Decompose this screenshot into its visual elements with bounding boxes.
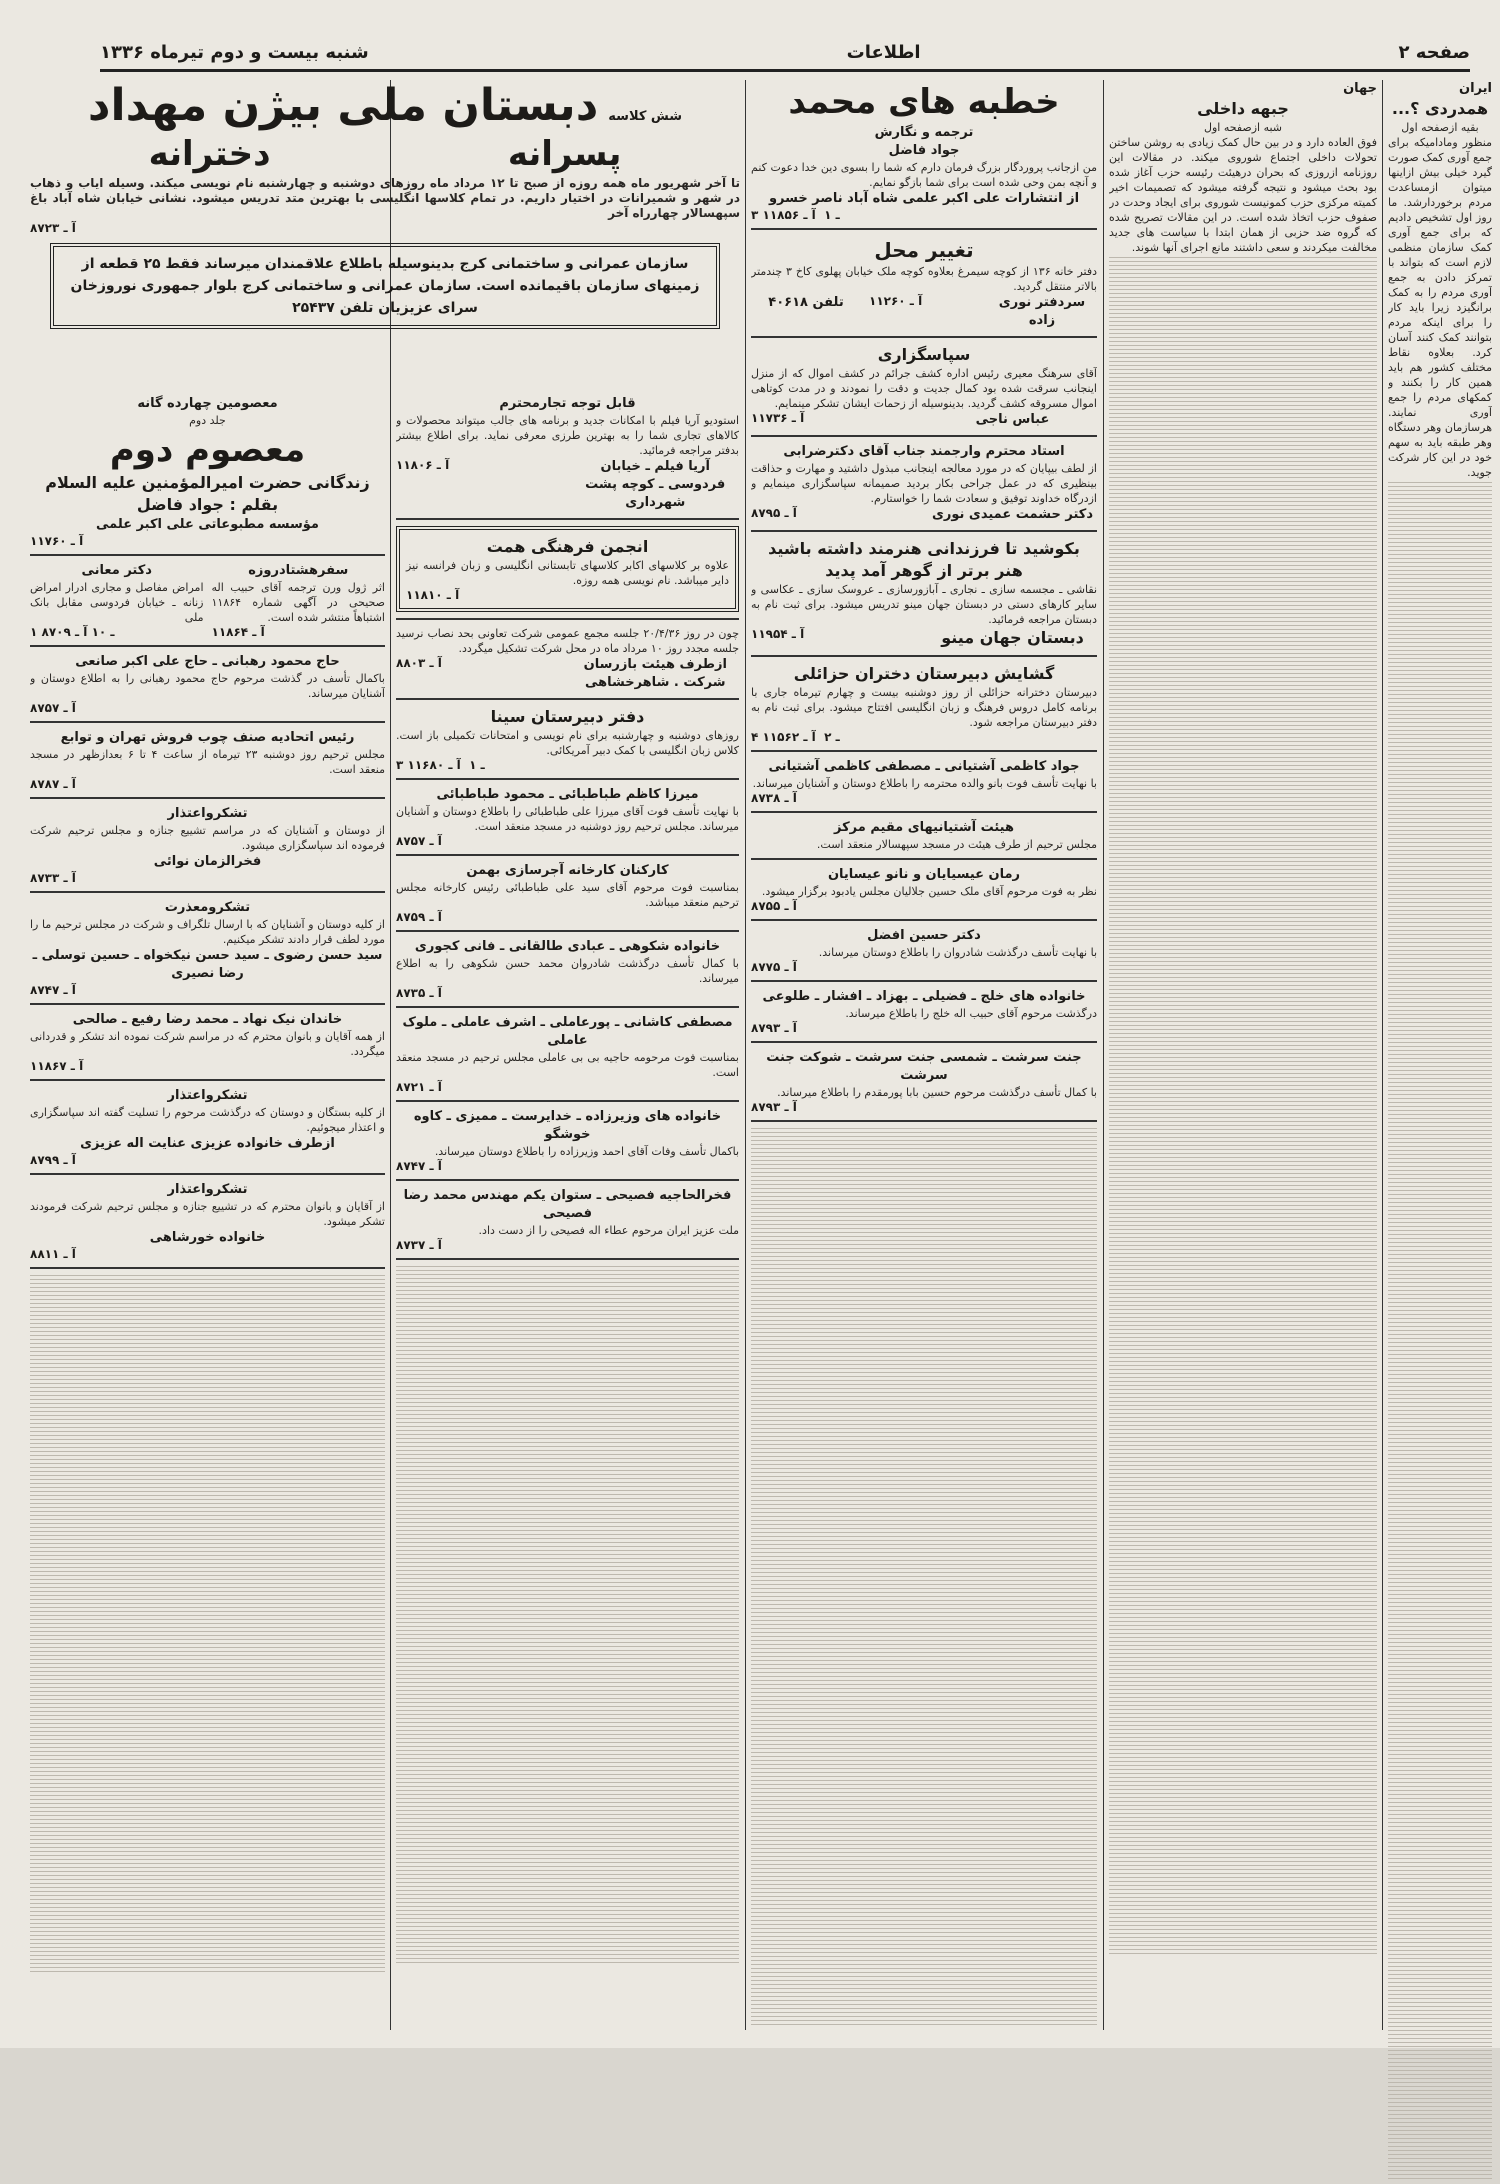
notice-code: آ ـ ۸۷۴۷ xyxy=(396,1159,442,1173)
notice-code: آ ـ ۸۷۵۷ xyxy=(30,701,76,715)
notice-body: با کمال تأسف درگذشت شادروان محمد حسن شکوهی را به اطلاع میرساند. xyxy=(396,957,739,985)
notice xyxy=(30,899,385,997)
ad-volume: جلد دوم xyxy=(189,414,226,427)
hazali-ad xyxy=(751,663,1097,744)
notice-code: آ ـ ۸۷۵۹ xyxy=(396,910,442,924)
ad-title: خطبه های محمد xyxy=(788,82,1060,122)
ad-subtitle: هنر برتر از گوهر آمد پدید xyxy=(825,561,1023,580)
notice xyxy=(396,1108,739,1173)
notice xyxy=(396,938,739,1000)
ad-code: ۴ ـ ۲ آ ـ ۱۱۵۶۲ xyxy=(751,730,840,744)
ad-body: از لطف بیپایان که در مورد معالجه اینجانب مبذول داشتید و مهارت و حذاقت بینظیری که در عمل جراحی بکار بردید صمیمانه سپاسگزاری مینمایم و ازدرگاه خداوند توفیق و سعادت شما را خواستارم. xyxy=(751,462,1097,505)
ad-code: آ ـ ۱۱۸۱۰ xyxy=(406,588,460,602)
small-print xyxy=(396,1266,739,1966)
notice-body: از کلیه بستگان و دوستان که درگذشت مرحوم را تسلیت گفته اند سپاسگزاری و اعتذار میجوئیم. xyxy=(30,1106,385,1134)
notice xyxy=(751,1049,1097,1114)
column-5 xyxy=(30,395,385,1977)
section-label: ایران xyxy=(1459,81,1492,96)
taghir-ad xyxy=(751,236,1097,330)
article-title: جبهه داخلی xyxy=(1197,99,1289,118)
notice-body: از دوستان و آشنایان که در مراسم تشییع جنازه و مجلس ترحیم شرکت فرموده اند سپاسگزاری میشود. xyxy=(30,824,385,852)
ad-title: سپاسگزاری xyxy=(877,345,971,364)
notice-signer: سید حسن رضوی ـ سید حسن نیکخواه ـ حسین توسلی ـ رضا نصیری xyxy=(32,948,383,981)
notice xyxy=(751,988,1097,1035)
notice xyxy=(751,819,1097,852)
ad-phone: تلفن ۴۰۶۱۸ xyxy=(768,295,844,310)
notice xyxy=(751,927,1097,974)
ad-code: آ ـ ۸۷۲۳ xyxy=(30,221,76,235)
notice-code: آ ـ ۸۷۹۳ xyxy=(751,1021,797,1035)
ad-code: ۳ ـ ۱ آ ـ ۱۱۶۸۰ xyxy=(396,758,485,772)
notice-title: کارکنان کارخانه آجرسازی بهمن xyxy=(466,863,669,878)
notice-code: آ ـ ۸۷۸۷ xyxy=(30,777,76,791)
notice xyxy=(396,862,739,924)
notice-signer: فخرالزمان نوائی xyxy=(153,854,262,869)
masthead xyxy=(100,36,1470,72)
ad-code: آ ـ ۱۱۲۶۰ xyxy=(869,294,923,308)
article-body: منظور ومادامیکه برای جمع آوری کمک صورت گیرد خیلی بیش ازاینها میتوان ازمساعدت مردم برخوردارشد. ما روز اول تشخیص دادیم که برای جمع آوری کمک سازمان منظمی لازم است که بتواند با تمرکز دادن به جمع آوری مردم را به کمک برانگیزد زیرا باید کار را برای اینکه مردم بتوانند کمک کنند آسان کرد. بعلاوه نقاط مختلف کشور هم باید همین کار را بکنند و کمکهای مردم را جمع آوری نمایند. هرسازمان وهر دستگاه وهر طبقه باید به سهم خود در این کار شرکت جوید. xyxy=(1388,136,1492,479)
ad-sub-girls: دخترانه xyxy=(148,134,271,174)
notice-body: با نهایت تأسف فوت بانو والده محترمه را باطلاع دوستان و آشنایان میرساند. xyxy=(752,777,1097,790)
ad-body: دبیرستان دخترانه حزائلی از روز دوشنبه بیست و چهارم تیرماه جاری با برنامه کامل دروس فرهنگ و زبان انگلیسی افتتاح میشود. برای ثبت نام به دفتر دبیرستان مراجعه شود. xyxy=(751,686,1097,729)
ad-publisher: مؤسسه مطبوعاتی علی اکبر علمی xyxy=(96,517,319,532)
notice-title: خانواده های خلج ـ فضیلی ـ بهزاد ـ افشار ـ طلوعی xyxy=(762,989,1086,1004)
notice-signer: ازطرف خانواده عزیزی عنایت اله عزیزی xyxy=(80,1136,335,1151)
notice-title: جواد کاظمی آشتیانی ـ مصطفی کاظمی آشتیانی xyxy=(768,759,1080,774)
notice xyxy=(396,786,739,848)
notice xyxy=(30,805,385,885)
notice-code: آ ـ ۱۱۸۶۷ xyxy=(30,1059,84,1073)
ad-tag: شش کلاسه xyxy=(608,109,683,124)
notice xyxy=(30,1087,385,1167)
ad-top: معصومین چهارده گانه xyxy=(137,396,278,411)
beyzhan-ad xyxy=(30,80,740,235)
column-world xyxy=(1109,80,1377,1959)
ad-code: آ ـ ۱۱۷۶۰ xyxy=(30,534,84,548)
notice-body: با نهایت تأسف درگذشت شادروان را باطلاع دوستان میرساند. xyxy=(818,946,1097,959)
notice-title: حاج محمود رهبانی ـ حاج علی اکبر صانعی xyxy=(75,654,340,669)
ad-sign: ازطرف هیئت بازرسان شرکت . شاهرخشاهی xyxy=(583,657,727,690)
ad-code: ۳ ـ ۱ آ ـ ۱۱۸۵۶ xyxy=(751,208,840,222)
ad-title: استاد محترم وارجمند جناب آقای دکترضرابی xyxy=(783,444,1065,459)
siasgozari-ad xyxy=(751,344,1097,429)
ad-code: آ ـ ۸۷۹۵ xyxy=(751,506,797,520)
notice-body: با نهایت تأسف فوت آقای میرزا علی طباطبائی را باطلاع دوستان و آشنایان میرساند. مجلس ترحیم روز دوشنبه در مسجد منعقد است. xyxy=(396,805,739,833)
notice-signer: خانواده خورشاهی xyxy=(149,1230,266,1245)
ad-body: سازمان عمرانی و ساختمانی کرج بدینوسیله باطلاع علاقمندان میرساند فقط ۲۵ قطعه از زمینهای سازمان باقیمانده است. سازمان عمرانی و ساختمانی کرج بلوار جمهوری نوروزخان سرای عزیزیان تلفن ۲۵۴۳۷ xyxy=(70,256,700,316)
notice-body: باکمال تأسف در گذشت مرحوم حاج محمود رهبانی را به اطلاع دوستان و آشنایان میرساند. xyxy=(30,672,385,700)
column-3 xyxy=(751,80,1097,2030)
ad-code: آ ـ ۱۱۸۶۴ xyxy=(211,625,265,639)
top-banner-area xyxy=(30,80,740,410)
khotbe-ad xyxy=(751,80,1097,222)
obituary-list xyxy=(30,653,385,1269)
small-ads-row xyxy=(30,562,385,639)
notice-body: از آقایان و بانوان محترم که در تشییع جنازه و مجلس ترحیم شرکت فرمودند تشکر میشود. xyxy=(30,1200,385,1228)
ad-title: سفرهشتادروزه xyxy=(248,563,349,578)
masoom-ad xyxy=(30,395,385,548)
ad-body: روزهای دوشنبه و چهارشنبه برای نام نویسی و امتحانات تکمیلی باز است. کلاس زبان انگلیسی با کمک دبیر آمریکائی. xyxy=(396,729,739,757)
notice-title: خانواده شکوهی ـ عبادی طالقانی ـ فانی کجوری xyxy=(414,939,721,954)
mino-ad xyxy=(751,538,1097,649)
ad-title: تغییر محل xyxy=(874,238,974,262)
notice-body: از کلیه دوستان و آشنایان که با ارسال تلگراف و شرکت در مجلس ترحیم ما را مورد لطف قرار دادند تشکر میکنیم. xyxy=(30,918,385,946)
sherkat-ad xyxy=(396,626,739,692)
notice-title: تشکرواعتذار xyxy=(167,1088,248,1103)
article-lead: بقیه ازصفحه اول xyxy=(1401,121,1479,134)
notice-title: تشکرواعتذار xyxy=(167,806,248,821)
small-print xyxy=(751,1128,1097,2028)
notice xyxy=(751,866,1097,913)
notice xyxy=(30,729,385,791)
notice xyxy=(30,1011,385,1073)
notice-body: بمناسبت فوت مرحوم آقای سید علی طباطبائی رئیس کارخانه مجلس ترحیم منعقد میباشد. xyxy=(396,881,739,909)
obituary-list xyxy=(751,758,1097,1122)
notice-body: مجلس ترحیم روز دوشنبه ۲۳ تیرماه از ساعت ۴ تا ۶ بعدازظهر در مسجد منعقد است. xyxy=(30,748,385,776)
small-print xyxy=(30,1275,385,1975)
ad-name: دکتر حشمت عمیدی نوری xyxy=(931,507,1094,522)
notice-code: آ ـ ۸۷۷۵ xyxy=(751,960,797,974)
notice-code: آ ـ ۸۷۲۱ xyxy=(396,1080,442,1094)
notice-body: درگذشت مرحوم آقای حبیب اله خلج را باطلاع میرساند. xyxy=(845,1007,1097,1020)
notice-title: میرزا کاظم طباطبائی ـ محمود طباطبائی xyxy=(436,787,699,802)
column-4 xyxy=(396,395,739,1968)
ostad-ad xyxy=(751,443,1097,524)
ad-name: سردفتر نوری زاده xyxy=(998,295,1086,328)
ad-title: دکتر معانی xyxy=(81,563,152,578)
article-body: فوق العاده دارد و در بین حال کمک زیادی به روشن ساختن تحولات داخلی اجتماع شوروی میکند. در مقالات این روزنامه ازروزی که بحران درهیئت رئیسه حزب آغاز شده بود بحث میشود و نتیجه گرفته میشود که تصمیمات اخیر کمیته مرکزی حزب کمونیست شوروی برای ایجاد وحدت در صفوف حزب اتخاذ شده است. در این مقالات تصریح شده که گروه ضد حزبی از همان ابتدا با سیاست های جدید مخالفت میکردند و سعی داشتند مانع اجرای آنها شوند. xyxy=(1109,136,1377,254)
ad-title: گشایش دبیرستان دختران حزائلی xyxy=(793,664,1055,683)
ad-title: معصوم دوم xyxy=(109,430,306,470)
notice-code: آ ـ ۸۷۵۷ xyxy=(396,834,442,848)
notice xyxy=(396,1187,739,1252)
ad-code: آ ـ ۸۸۰۳ xyxy=(396,656,442,670)
notice xyxy=(751,758,1097,805)
ad-body: امراض مفاصل و مجاری ادرار امراض زنانه ـ خیابان فردوسی مقابل بانک ملی xyxy=(30,581,204,624)
paper-name: اطلاعات xyxy=(846,42,921,63)
sina-ad xyxy=(396,706,739,772)
notice-title: خانواده های وزیرزاده ـ خدایرست ـ ممیزی ـ کاوه خوشگو xyxy=(413,1109,722,1142)
ad-sub-boys: پسرانه xyxy=(507,134,622,174)
ad-body: تا آخر شهریور ماه همه روزه از صبح تا ۱۲ مرداد ماه روزهای دوشنبه و چهارشنبه نام نویسی میکند. وسیله ایاب و ذهاب در شهر و شمیرانات در اختیار داریم. در تمام کلاسها انگلیسی با بهترین متد تدریس میشود. نشانی خیابان شاه آباد باغ سپهسالار چهارراه آخر xyxy=(30,176,740,220)
ad-code: آ ـ ۱۱۹۵۴ xyxy=(751,627,805,641)
tejarat-ad xyxy=(396,395,739,512)
notice-title: رئیس اتحادیه صنف چوب فروش تهران و توابع xyxy=(60,730,355,745)
ad-author: بقلم : جواد فاضل xyxy=(136,495,279,514)
section-label: جهان xyxy=(1343,81,1377,96)
notice-code: آ ـ ۸۷۳۸ xyxy=(751,791,797,805)
article-lead: شبه ازصفحه اول xyxy=(1203,121,1283,134)
notice-body: ملت عزیز ایران مرحوم عطاء اله فصیحی را از دست داد. xyxy=(478,1224,739,1237)
ad-title: دفتر دبیرستان سینا xyxy=(490,707,645,726)
column-iran xyxy=(1388,80,1492,2184)
notice-body: مجلس ترحیم از طرف هیئت در مسجد سپهسالار منعقد است. xyxy=(816,838,1097,851)
ad-code: آ ـ ۱۱۷۳۶ xyxy=(751,411,805,425)
ad-title: انجمن فرهنگی همت xyxy=(486,537,649,556)
notice-code: آ ـ ۸۷۹۳ xyxy=(751,1100,797,1114)
notice-code: آ ـ ۸۷۹۹ xyxy=(30,1153,76,1167)
ad-code: ۱ ـ ۱۰ آ ـ ۸۷۰۹ xyxy=(30,625,115,639)
article-text-continued xyxy=(1388,482,1492,2182)
ad-title: قابل توجه تجارمحترم xyxy=(499,396,636,411)
notice-code: آ ـ ۸۷۴۷ xyxy=(30,983,76,997)
notice-code: آ ـ ۸۷۳۳ xyxy=(30,871,76,885)
ad-body: چون در روز ۲۰/۴/۳۶ جلسه مجمع عمومی شرکت تعاونی بحد نصاب نرسید جلسه مجدد روز ۱۰ مرداد ماه در محل شرکت تشکیل میگردد. xyxy=(396,627,739,655)
notice-code: آ ـ ۸۸۱۱ xyxy=(30,1247,76,1261)
notice xyxy=(30,1181,385,1261)
notice-title: خاندان نیک نهاد ـ محمد رضا رفیع ـ صالحی xyxy=(72,1012,343,1027)
notice-title: تشکرومعذرت xyxy=(164,900,251,915)
notice xyxy=(396,1014,739,1094)
ad-body: دفتر خانه ۱۳۶ از کوچه سیمرغ بعلاوه کوچه ملک خیابان پهلوی کاخ ۳ چندمتر بالاتر منتقل گردید. xyxy=(751,265,1097,293)
anjoman-ad xyxy=(396,526,739,612)
ad-title: دبستان ملی بیژن مهداد xyxy=(87,80,599,131)
notice-title: دکتر حسین افضل xyxy=(867,928,981,943)
page-number: صفحه ۲ xyxy=(1398,42,1470,63)
safar-ad xyxy=(212,562,386,639)
notice xyxy=(30,653,385,715)
ad-body: اثر ژول ورن ترجمه آقای حبیب اله صحیحی در آگهی شماره ۱۱۸۶۴ اشتباهاً منتشر شده است. xyxy=(211,581,385,624)
notice-code: آ ـ ۸۷۳۵ xyxy=(396,986,442,1000)
notice-body: نظر به فوت مرحوم آقای ملک حسین جلالیان مجلس یادبود برگزار میشود. xyxy=(761,885,1097,898)
ad-subtitle: ترجمه و نگارش xyxy=(874,125,974,140)
notice-title: جنت سرشت ـ شمسی جنت سرشت ـ شوکت جنت سرشت xyxy=(766,1050,1082,1083)
ad-address: آریا فیلم ـ خیابان فردوسی ـ کوچه پشت شهرداری xyxy=(585,459,726,510)
ad-body: علاوه بر کلاسهای اکابر کلاسهای تابستانی انگلیسی و زبان فرانسه نیز دایر میباشد. نام نویسی همه روزه. xyxy=(406,559,729,587)
obituary-list xyxy=(396,786,739,1260)
article-title: همدردی ؟... xyxy=(1391,99,1489,118)
notice-code: آ ـ ۸۷۳۷ xyxy=(396,1238,442,1252)
notice-title: مصطفی کاشانی ـ پورعاملی ـ اشرف عاملی ـ ملوک عاملی xyxy=(402,1015,733,1048)
ad-body: آقای سرهنگ معیری رئیس اداره کشف جرائم در کشف اموال که از منزل اینجانب سرقت شده بود کمال جدیت و دقت را نمودند و در مدت کوتاهی اموال مسروقه کشف گردید. بدینوسیله از زحمات ایشان تشکر مینمایم. xyxy=(751,367,1097,410)
issue-date: شنبه بیست و دوم تیرماه ۱۳۳۶ xyxy=(100,42,369,63)
notice-title: تشکرواعتذار xyxy=(167,1182,248,1197)
notice-title: هیئت آشتیانیهای مقیم مرکز xyxy=(834,820,1014,835)
omran-ad xyxy=(50,243,720,329)
notice-body: از همه آقایان و بانوان محترم که در مراسم شرکت نموده اند تشکر و قدردانی میگردد. xyxy=(30,1030,385,1058)
notice-body: با کمال تأسف درگذشت مرحوم حسین بابا پورمقدم را باطلاع میرساند. xyxy=(777,1086,1097,1099)
notice-title: فخرالحاجیه فصیحی ـ ستوان یکم مهندس محمد رضا فصیحی xyxy=(403,1188,732,1221)
notice-code: آ ـ ۸۷۵۵ xyxy=(751,899,797,913)
notice-title: رمان عیسیایان و نانو عیسایان xyxy=(827,867,1021,882)
ad-body: من ازجانب پروردگار بزرگ فرمان دارم که شما را بسوی دین خدا دعوت کنم و آنچه بمن وحی شده است برای شما بازگو نمایم. xyxy=(751,161,1097,189)
ad-author: جواد فاضل xyxy=(888,143,960,158)
ad-code: آ ـ ۱۱۸۰۶ xyxy=(396,458,450,472)
ad-name: دبستان جهان مینو xyxy=(941,628,1084,647)
ad-body: استودیو آریا فیلم با امکانات جدید و برنامه های جالب میتواند محصولات و کالاهای تجاری شما را به بهترین طرزی معرفی نماید. برای اطلاع بیشتر بدفتر مراجعه فرمائید. xyxy=(396,414,739,457)
ad-publisher: از انتشارات علی اکبر علمی شاه آباد ناصر خسرو xyxy=(768,191,1080,206)
article-text-continued xyxy=(1109,257,1377,1957)
maani-ad xyxy=(30,562,204,639)
notice-body: باکمال تأسف وفات آقای احمد وزیرزاده را باطلاع دوستان میرساند. xyxy=(434,1145,739,1158)
ad-title: بکوشید تا فرزندانی هنرمند داشته باشید xyxy=(768,539,1080,558)
ad-subtitle: زندگانی حضرت امیرالمؤمنین علیه السلام xyxy=(45,473,370,492)
ad-body: نقاشی ـ مجسمه سازی ـ نجاری ـ آبازورسازی ـ عروسک سازی ـ عکاسی و سایر کارهای دستی در دبستان جهان مینو تدریس میشود. برای ثبت نام به دبستان مراجعه فرمائید. xyxy=(751,583,1097,626)
ad-name: عباس ناجی xyxy=(975,412,1050,427)
notice-body: بمناسبت فوت مرحومه حاجیه بی بی عاملی مجلس ترحیم در مسجد منعقد است. xyxy=(396,1051,739,1079)
